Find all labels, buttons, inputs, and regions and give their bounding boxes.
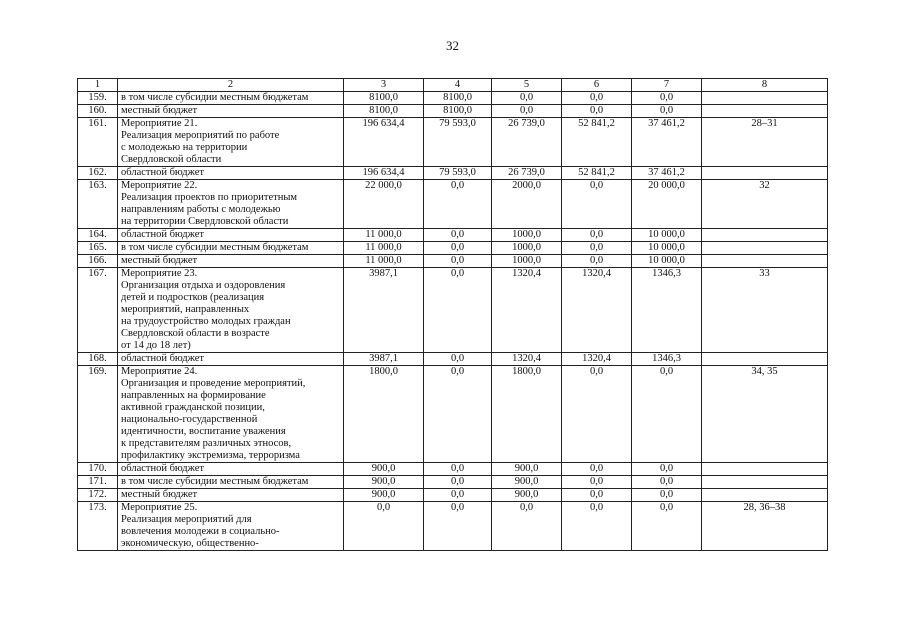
row-number: 173. [78,502,118,551]
row-description [118,92,344,105]
value-cell: 0,0 [424,229,492,242]
description-line: от 14 до 18 лет) [121,340,191,351]
value-cell: 20 000,0 [632,180,702,229]
table-row [78,105,828,118]
row-description [118,229,344,242]
table-row [78,366,828,463]
description-line: Мероприятие 24. [121,366,198,377]
target-reference [702,476,828,489]
table-row [78,242,828,255]
row-number: 159. [78,92,118,105]
value-cell: 0,0 [424,463,492,476]
header-row [78,79,828,92]
row-number: 161. [78,118,118,167]
value-cell: 3987,1 [344,353,424,366]
row-number: 160. [78,105,118,118]
description-line: в том числе субсидии местным бюджетам [121,476,309,487]
target-reference [702,353,828,366]
description-line: Мероприятие 23. [121,268,198,279]
table-row [78,353,828,366]
description-line: областной бюджет [121,167,204,178]
column-header: 8 [702,79,828,92]
value-cell: 52 841,2 [562,118,632,167]
description-line: вовлечения молодежи в социально- [121,526,280,537]
value-cell: 0,0 [424,366,492,463]
value-cell: 1000,0 [492,255,562,268]
value-cell: 37 461,2 [632,118,702,167]
value-cell: 10 000,0 [632,242,702,255]
description-line: областной бюджет [121,463,204,474]
table-row [78,229,828,242]
target-reference [702,92,828,105]
value-cell: 1346,3 [632,353,702,366]
value-cell: 0,0 [632,92,702,105]
description-line: Реализация проектов по приоритетным [121,192,298,203]
target-reference: 34, 35 [702,366,828,463]
row-description [118,118,344,167]
row-description [118,353,344,366]
value-cell: 900,0 [344,463,424,476]
description-line: местный бюджет [121,255,198,266]
table-row [78,167,828,180]
value-cell: 10 000,0 [632,255,702,268]
target-reference [702,167,828,180]
description-line: местный бюджет [121,105,198,116]
description-line: мероприятий, направленных [121,304,250,315]
value-cell: 8100,0 [424,92,492,105]
page-number: 32 [446,38,459,53]
value-cell: 3987,1 [344,268,424,353]
description-line: Мероприятие 22. [121,180,198,191]
value-cell: 0,0 [424,180,492,229]
value-cell: 1320,4 [492,268,562,353]
column-header: 2 [118,79,344,92]
description-line: идентичности, воспитание уважения [121,426,286,437]
value-cell: 1800,0 [492,366,562,463]
value-cell: 0,0 [424,353,492,366]
value-cell: 26 739,0 [492,167,562,180]
description-line: направлениям работы с молодежью [121,204,281,215]
table-row [78,489,828,502]
row-description [118,242,344,255]
row-number: 168. [78,353,118,366]
value-cell: 0,0 [424,255,492,268]
row-number: 169. [78,366,118,463]
description-line: местный бюджет [121,489,198,500]
value-cell: 0,0 [562,255,632,268]
description-line: направленных на формирование [121,390,266,401]
value-cell: 11 000,0 [344,255,424,268]
value-cell: 1320,4 [562,353,632,366]
target-reference [702,255,828,268]
value-cell: 52 841,2 [562,167,632,180]
budget-table [77,78,828,551]
value-cell: 900,0 [344,476,424,489]
value-cell: 0,0 [562,502,632,551]
value-cell: 0,0 [562,489,632,502]
row-description [118,463,344,476]
row-description [118,268,344,353]
description-line: с молодежью на территории [121,142,248,153]
column-header: 3 [344,79,424,92]
table-body [78,92,828,551]
value-cell: 0,0 [632,489,702,502]
row-number: 171. [78,476,118,489]
value-cell: 79 593,0 [424,118,492,167]
description-line: Мероприятие 25. [121,502,198,513]
row-number: 164. [78,229,118,242]
value-cell: 900,0 [344,489,424,502]
value-cell: 0,0 [424,242,492,255]
description-line: Мероприятие 21. [121,118,198,129]
value-cell: 0,0 [424,502,492,551]
description-line: на трудоустройство молодых граждан [121,316,291,327]
value-cell: 1000,0 [492,242,562,255]
value-cell: 0,0 [562,180,632,229]
value-cell: 0,0 [424,268,492,353]
value-cell: 0,0 [632,502,702,551]
value-cell: 1346,3 [632,268,702,353]
value-cell: 26 739,0 [492,118,562,167]
column-header: 7 [632,79,702,92]
value-cell: 2000,0 [492,180,562,229]
row-number: 167. [78,268,118,353]
value-cell: 0,0 [424,476,492,489]
value-cell: 0,0 [562,242,632,255]
value-cell: 79 593,0 [424,167,492,180]
column-header: 6 [562,79,632,92]
value-cell: 0,0 [562,366,632,463]
value-cell: 0,0 [562,229,632,242]
row-description [118,105,344,118]
description-line: Организация отдыха и оздоровления [121,280,286,291]
description-line: активной гражданской позиции, [121,402,265,413]
value-cell: 1320,4 [562,268,632,353]
target-reference: 33 [702,268,828,353]
column-header: 4 [424,79,492,92]
value-cell: 1800,0 [344,366,424,463]
value-cell: 10 000,0 [632,229,702,242]
value-cell: 0,0 [424,489,492,502]
value-cell: 0,0 [562,463,632,476]
table-row [78,180,828,229]
description-line: в том числе субсидии местным бюджетам [121,92,309,103]
row-description [118,255,344,268]
description-line: в том числе субсидии местным бюджетам [121,242,309,253]
value-cell: 8100,0 [344,92,424,105]
table-row [78,463,828,476]
target-reference [702,105,828,118]
row-description [118,167,344,180]
description-line: областной бюджет [121,353,204,364]
description-line: Реализация мероприятий для [121,514,252,525]
value-cell: 8100,0 [344,105,424,118]
target-reference: 32 [702,180,828,229]
column-header: 5 [492,79,562,92]
target-reference [702,229,828,242]
value-cell: 0,0 [632,366,702,463]
value-cell: 900,0 [492,489,562,502]
row-description [118,180,344,229]
description-line: областной бюджет [121,229,204,240]
row-number: 166. [78,255,118,268]
value-cell: 0,0 [344,502,424,551]
row-number: 162. [78,167,118,180]
value-cell: 196 634,4 [344,167,424,180]
value-cell: 0,0 [632,105,702,118]
target-reference [702,463,828,476]
value-cell: 11 000,0 [344,242,424,255]
description-line: Свердловской области [121,154,222,165]
target-reference: 28–31 [702,118,828,167]
value-cell: 11 000,0 [344,229,424,242]
description-line: экономическую, общественно- [121,538,259,549]
description-line: Организация и проведение мероприятий, [121,378,306,389]
value-cell: 8100,0 [424,105,492,118]
value-cell: 22 000,0 [344,180,424,229]
value-cell: 37 461,2 [632,167,702,180]
value-cell: 0,0 [632,463,702,476]
description-line: детей и подростков (реализация [121,292,265,303]
value-cell: 1320,4 [492,353,562,366]
table-row [78,92,828,105]
value-cell: 900,0 [492,463,562,476]
table-row [78,255,828,268]
target-reference [702,242,828,255]
value-cell: 0,0 [492,502,562,551]
table-row [78,118,828,167]
row-description [118,489,344,502]
value-cell: 0,0 [562,92,632,105]
value-cell: 0,0 [492,105,562,118]
description-line: Свердловской области в возрасте [121,328,270,339]
target-reference: 28, 36–38 [702,502,828,551]
row-description [118,366,344,463]
table-row [78,502,828,551]
value-cell: 196 634,4 [344,118,424,167]
description-line: национально-государственной [121,414,258,425]
description-line: профилактику экстремизма, терроризма [121,450,300,461]
column-header: 1 [78,79,118,92]
description-line: к представителям различных этносов, [121,438,292,449]
value-cell: 1000,0 [492,229,562,242]
value-cell: 0,0 [492,92,562,105]
table-row [78,268,828,353]
value-cell: 0,0 [562,476,632,489]
row-description [118,502,344,551]
row-number: 170. [78,463,118,476]
row-description [118,476,344,489]
description-line: на территории Свердловской области [121,216,289,227]
row-number: 165. [78,242,118,255]
table-row [78,476,828,489]
row-number: 163. [78,180,118,229]
description-line: Реализация мероприятий по работе [121,130,280,141]
row-number: 172. [78,489,118,502]
target-reference [702,489,828,502]
value-cell: 0,0 [562,105,632,118]
value-cell: 900,0 [492,476,562,489]
value-cell: 0,0 [632,476,702,489]
